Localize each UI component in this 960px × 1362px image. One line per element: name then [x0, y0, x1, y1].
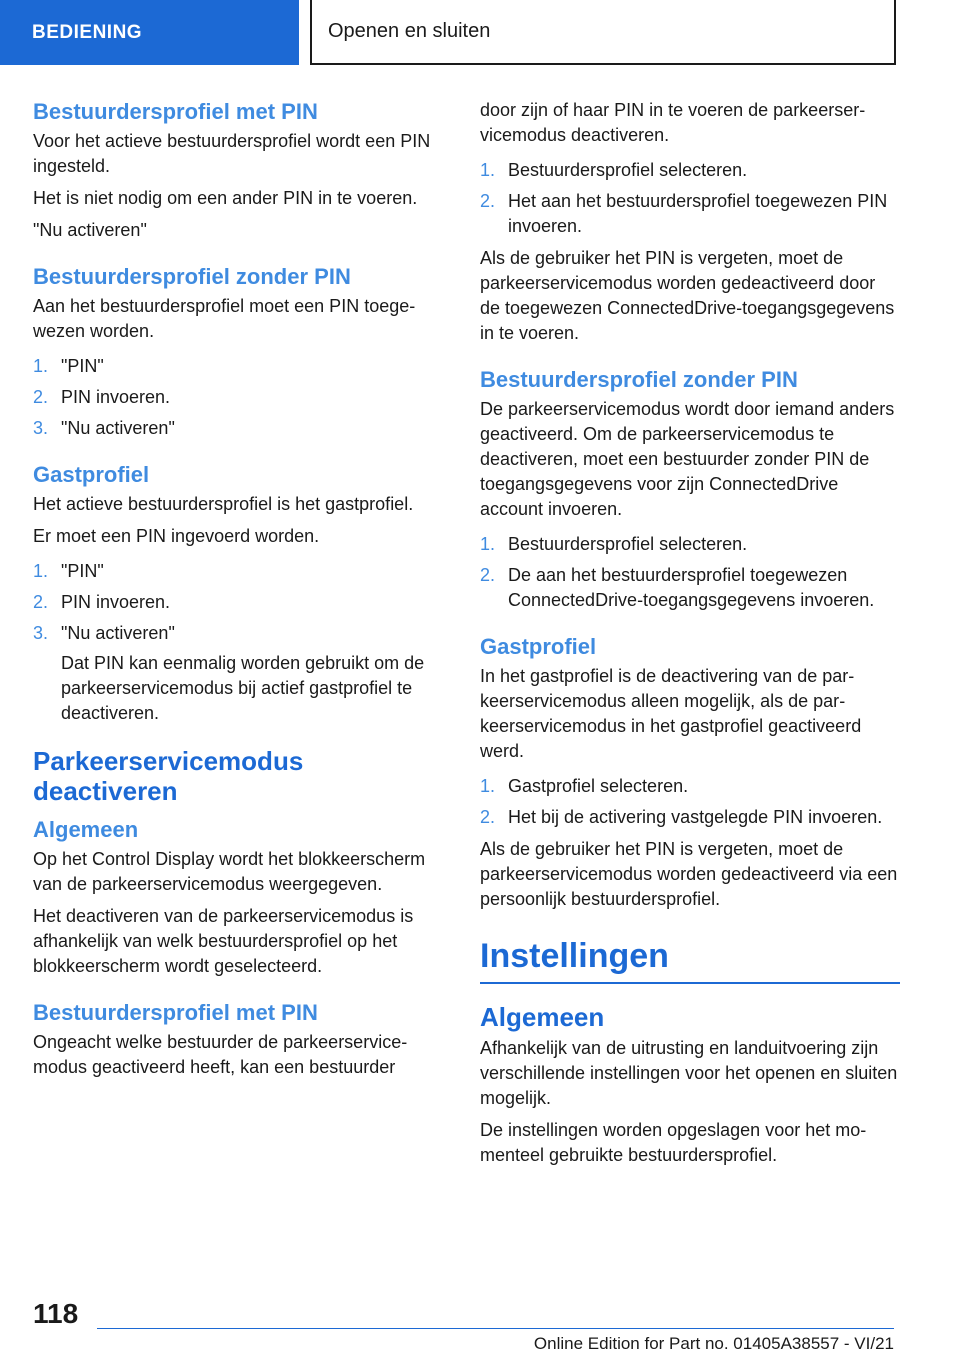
- step-text: Bestuurdersprofiel selecteren.: [508, 534, 748, 554]
- paragraph: Als de gebruiker het PIN is vergeten, moet de parkeerservicemodus worden gedeactiveerd via een persoonlijk bestuurdersprofiel.: [480, 839, 898, 909]
- paragraph: De instellingen worden opgeslagen voor het momenteel gebruikte bestuurdersprofiel.: [480, 1120, 867, 1165]
- step-text: Bestuurdersprofiel selecteren.: [508, 160, 748, 180]
- step-text: "Nu activeren": [61, 418, 175, 438]
- paragraph: Afhankelijk van de uitrusting en landuitvoering zijn verschillende instellingen voor het openen en sluiten mogelijk.: [480, 1038, 898, 1108]
- steps-list: [33, 559, 451, 726]
- list-item: [33, 621, 451, 726]
- step-text: PIN invoeren.: [61, 592, 171, 612]
- paragraph: Voor het actieve bestuurdersprofiel wordt een PIN ingesteld.: [33, 131, 431, 176]
- paragraph: Het is niet nodig om een ander PIN in te voeren.: [33, 188, 418, 208]
- steps-list: [33, 354, 451, 441]
- step-text: "Nu activeren": [61, 623, 175, 643]
- heading-driver-profile-without-pin: Bestuurdersprofiel zonder PIN: [33, 264, 351, 289]
- heading-settings: Instellingen: [480, 934, 900, 984]
- step-number: 1.: [33, 356, 49, 376]
- step-text: Het aan het bestuurdersprofiel toegewezen PIN invoeren.: [508, 191, 888, 236]
- step-number: 2.: [480, 807, 496, 827]
- heading-driver-profile-without-pin: Bestuurdersprofiel zonder PIN: [480, 367, 798, 392]
- heading-general: Algemeen: [33, 817, 139, 842]
- edition-note: Online Edition for Part no. 01405A38557 - VI/21: [533, 1334, 894, 1353]
- step-number: 1.: [480, 160, 496, 180]
- paragraph: door zijn of haar PIN in te voeren de parkeerservicemodus deactiveren.: [480, 100, 866, 145]
- list-item: [33, 590, 451, 615]
- steps-list: [480, 532, 900, 613]
- list-item: [480, 532, 900, 557]
- heading-guest-profile: Gastprofiel: [33, 462, 150, 487]
- step-number: 1.: [33, 561, 49, 581]
- list-item: [480, 563, 900, 613]
- heading-general: Algemeen: [480, 1002, 605, 1032]
- step-number: 2.: [33, 592, 49, 612]
- step-number: 2.: [33, 387, 49, 407]
- heading-driver-profile-with-pin: Bestuurdersprofiel met PIN: [33, 1000, 318, 1025]
- page-header-title: [310, 0, 896, 65]
- paragraph: Op het Control Display wordt het blokkeerscherm van de parkeerservicemodus weergegeven.: [33, 849, 426, 894]
- step-text: PIN invoeren.: [61, 387, 171, 407]
- paragraph: Het deactiveren van de parkeerservicemodus is afhankelijk van welk bestuurdersprofiel op het blokkeerscherm wordt geselecteerd.: [33, 906, 414, 976]
- heading-driver-profile-with-pin: Bestuurdersprofiel met PIN: [33, 99, 318, 124]
- section-label: BEDIENING: [32, 21, 143, 43]
- list-item: [480, 774, 900, 799]
- section-tab: [0, 0, 299, 65]
- list-item: [33, 385, 451, 410]
- list-item: [480, 158, 900, 183]
- list-item: [33, 416, 451, 441]
- step-text: "PIN": [61, 561, 104, 581]
- paragraph: Aan het bestuurdersprofiel moet een PIN toegewezen worden.: [33, 296, 416, 341]
- paragraph: In het gastprofiel is de deactivering van de parkeerservicemodus alleen mogelijk, als de parkeerservicemodus in het gastprofiel geactiveerd werd.: [480, 666, 862, 761]
- paragraph: Als de gebruiker het PIN is vergeten, moet de parkeerservicemodus worden gedeactiveerd door de toegewezen ConnectedDrive-toegangsgegevens in te voeren.: [480, 248, 895, 343]
- step-note: Dat PIN kan eenmalig worden gebruikt om de parkeerservicemodus bij actief gastprofiel te deactiveren.: [61, 653, 425, 723]
- heading-guest-profile: Gastprofiel: [480, 634, 597, 659]
- paragraph: Er moet een PIN ingevoerd worden.: [33, 526, 320, 546]
- list-item: [33, 354, 451, 379]
- list-item: [480, 189, 900, 239]
- step-text: Gastprofiel selecteren.: [508, 776, 689, 796]
- right-column: [480, 98, 900, 1175]
- paragraph: Ongeacht welke bestuurder de parkeerservicemodus geactiveerd heeft, kan een bestuurder: [33, 1032, 408, 1077]
- heading-deactivate-parking-service-mode: Parkeerservicemodus deactiveren: [33, 746, 304, 806]
- paragraph: "Nu activeren": [33, 220, 147, 240]
- paragraph: De parkeerservicemodus wordt door iemand anders geactiveerd. Om de parkeerservicemodus te deactiveren, moet een bestuurder zonder PIN de toegangsgegevens voor zijn ConnectedDrive account invoeren.: [480, 399, 895, 519]
- left-column: [33, 98, 451, 1087]
- step-text: Het bij de activering vastgelegde PIN invoeren.: [508, 807, 883, 827]
- list-item: [33, 559, 451, 584]
- step-number: 1.: [480, 534, 496, 554]
- step-text: De aan het bestuurdersprofiel toegewezen ConnectedDrive-toegangsgegevens invoeren.: [508, 565, 875, 610]
- step-number: 3.: [33, 418, 49, 438]
- steps-list: [480, 158, 900, 239]
- step-number: 3.: [33, 623, 49, 643]
- step-number: 1.: [480, 776, 496, 796]
- paragraph: Het actieve bestuurdersprofiel is het gastprofiel.: [33, 494, 414, 514]
- chapter-title: Openen en sluiten: [328, 20, 491, 42]
- step-number: 2.: [480, 565, 496, 585]
- list-item: [480, 805, 900, 830]
- steps-list: [480, 774, 900, 830]
- step-text: "PIN": [61, 356, 104, 376]
- page-number: 118: [33, 1298, 79, 1329]
- footer-divider: [97, 1328, 894, 1329]
- step-number: 2.: [480, 191, 496, 211]
